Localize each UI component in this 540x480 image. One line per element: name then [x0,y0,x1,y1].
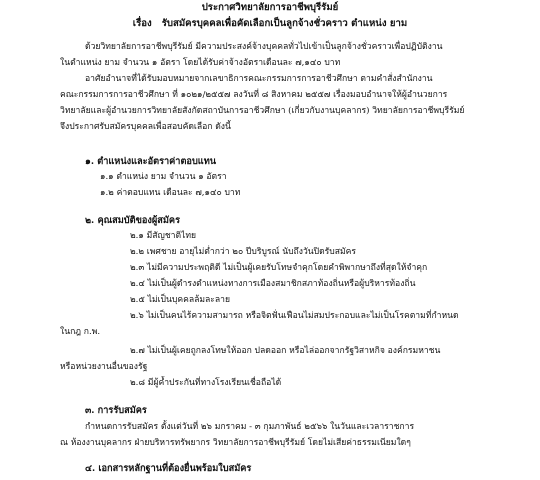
intro-p2-line2: คณะกรรมการการอาชีวศึกษา ที่ ๑๐๒๑/๒๕๕๗ ลงวันที่ ๘ สิงหาคม ๒๕๕๗ เรื่องมอบอำนาจให้ผู้อำนวยการ [60,90,448,100]
intro-p2-line4: จึงประกาศรับสมัครบุคคลเพื่อสอบคัดเลือก ดังนี้ [60,122,231,132]
section-2-item-3: ๒.๓ ไม่มีความประพฤติดี ไม่เป็นผู้เคยรับโทษจำคุกโดยคำพิพากษาถึงที่สุดให้จำคุก [130,263,428,273]
section-2-item-4: ๒.๔ ไม่เป็นผู้ดำรงตำแหน่งทางการเมืองสมาชิกสภาท้องถิ่นหรือผู้บริหารท้องถิ่น [130,279,416,289]
section-1-item-2: ๑.๒ ค่าตอบแทน เดือนละ ๗,๑๔๐ บาท [100,188,241,198]
intro-p1-line1: ด้วยวิทยาลัยการอาชีพบุรีรัมย์ มีความประสงค์จ้างบุคคลทั่วไปเข้าเป็นลูกจ้างชั่วคราวเพื่อปฏิบัติงาน [85,42,443,52]
section-2-item-7-line2: หรือหน่วยงานอื่นของรัฐ [60,362,148,372]
section-2-item-1: ๒.๑ มีสัญชาติไทย [130,231,197,241]
intro-p2-line1: อาศัยอำนาจที่ได้รับมอบหมายจากเลขาธิการคณะกรรมการการอาชีวศึกษา ตามคำสั่งสำนักงาน [85,74,433,84]
section-3-line2: ณ ห้องงานบุคลากร ฝ่ายบริหารทรัพยากร วิทยาลัยการอาชีพบุรีรัมย์ โดยไม่เสียค่าธรรมเนียมใดๆ [60,438,411,448]
section-1-item-1: ๑.๑ ตำแหน่ง ยาม จำนวน ๑ อัตรา [100,172,227,182]
section-1-heading: ๑. ตำแหน่งและอัตราค่าตอบแทน [85,156,217,167]
section-2-heading: ๒. คุณสมบัติของผู้สมัคร [85,215,180,226]
subject-label: เรื่อง [132,18,152,29]
section-3-heading: ๓. การรับสมัคร [85,405,147,416]
section-2-item-6-line1: ๒.๖ ไม่เป็นคนไร้ความสามารถ หรือจิตฟั่นเฟือนไม่สมประกอบและไม่เป็นโรคตามที่กำหนด [130,311,459,321]
section-2-item-2: ๒.๒ เพศชาย อายุไม่ต่ำกว่า ๒๐ ปีบริบูรณ์ นับถึงวันปิดรับสมัคร [130,247,357,257]
section-2-item-6-line2: ในกฎ ก.พ. [60,327,101,337]
section-2-item-8: ๒.๘ มีผู้ค้ำประกันที่ทางโรงเรียนเชื่อถือได้ [130,378,282,388]
section-2-item-7-line1: ๒.๗ ไม่เป็นผู้เคยถูกลงโทษให้ออก ปลดออก หรือไล่ออกจากรัฐวิสาหกิจ องค์กรมหาชน [130,346,441,356]
announcement-subject [0,19,540,29]
intro-p2-line3: วิทยาลัยและผู้อำนวยการวิทยาลัยสังกัดสถาบันการอาชีวศึกษา (เกี่ยวกับงานบุคลากร) วิทยาลัยการอาชีพบุรีรัมย์ [60,106,465,116]
section-4-heading: ๔. เอกสารหลักฐานที่ต้องยื่นพร้อมใบสมัคร [85,463,252,474]
announcement-title: ประกาศวิทยาลัยการอาชีพบุรีรัมย์ [201,2,339,13]
section-2-item-5: ๒.๕ ไม่เป็นบุคคลล้มละลาย [130,295,231,305]
section-3-line1: กำหนดการรับสมัคร ตั้งแต่วันที่ ๒๖ มกราคม - ๓ กุมภาพันธ์ ๒๕๖๖ ในวันและเวลาราชการ [85,422,415,432]
intro-p1-line2: ในตำแหน่ง ยาม จำนวน ๑ อัตรา โดยได้รับค่าจ้างอัตราเดือนละ ๗,๑๔๐ บาท [60,58,341,68]
subject-text: รับสมัครบุคคลเพื่อคัดเลือกเป็นลูกจ้างชั่วคราว ตำแหน่ง ยาม [161,18,408,29]
